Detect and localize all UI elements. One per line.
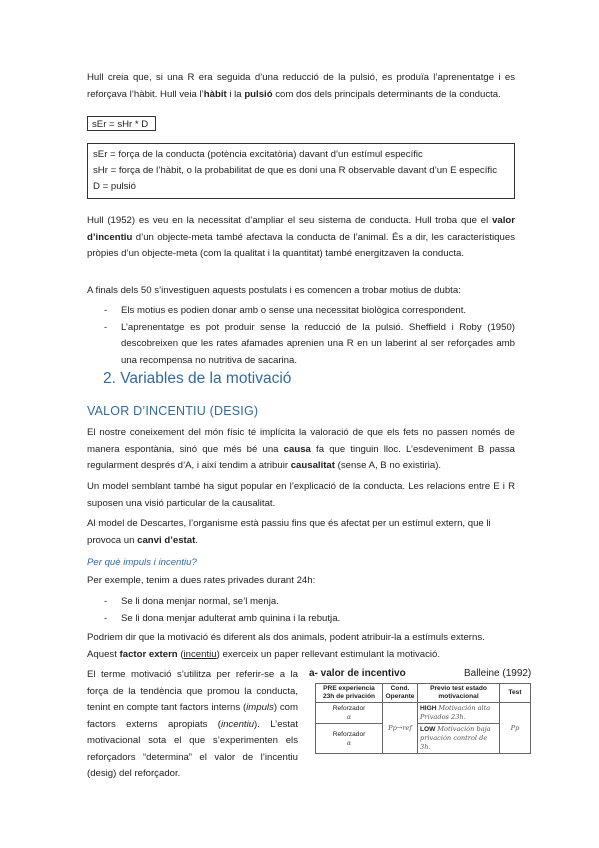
formula-box: sEr = sHr * D: [87, 116, 156, 131]
paragraph-causality: El nostre coneixement del món físic té implícita la valoració de que els fets no passen només de manera espontània, sinó que més bé una causa fa que tinguin lloc. L’esdeveniment B passa regularment després d’A, i així tendim a atribuir causalitat (sense A, B no existiria).: [87, 427, 515, 471]
definition-d: D = pulsió: [93, 181, 136, 192]
figure-source: Balleine (1992): [464, 668, 532, 679]
figure-table: [315, 683, 531, 754]
bold-term: valor d’incentiu: [87, 215, 515, 243]
paragraph-external-factor: Podriem dir que la motivació és diferent als dos animals, podent atribuir-la a estímuls externs. Aquest factor extern (incentiu) exerceix un paper rellevant estimulant la motivació.: [87, 632, 485, 660]
text: i la: [226, 88, 245, 100]
table-cell: Reforzador α: [316, 724, 383, 754]
table-header: Previo test estado motivacional: [418, 684, 500, 703]
bold-term: causa: [283, 443, 311, 455]
paragraph-motivation-term: El terme motivació s’utilitza per referir-se a la força de la tendència que promou la conducta, tenint en compte tant factors interns (impuls) com factors externs apropiats (incentiu). L’estat motivacional sota el que s’experimenten els reforçadors “determina” el valor de l’incentiu (desig) del reforçador.: [87, 669, 298, 779]
definitions-box: [87, 143, 515, 199]
italic-term: impuls: [246, 702, 274, 713]
paragraph-hull-1952: [87, 213, 515, 263]
subsection-heading: VALOR D’INCENTIU (DESIG): [87, 404, 259, 418]
table-cell: Pp: [500, 703, 531, 754]
definition-ser: sEr = força de la conducta (potència excitatòria) davant d’un estímul específic: [93, 149, 423, 160]
table-cell: Pp→ref: [383, 703, 418, 754]
example-list: [87, 594, 515, 627]
doubts-list: [87, 303, 515, 369]
text: Hull creia que, si una R era seguida d’una reducció de la pulsió, es produïa l’aprenentatge i es reforçava l’hàbit. Hull veia l’: [87, 72, 515, 100]
list-item: - Se li dona menjar adulterat amb quinina i la rebutja.: [104, 612, 341, 624]
list-item: - Els motius es podien donar amb o sense una necessitat biològica correspondent.: [104, 305, 467, 316]
italic-term: incentiu: [220, 718, 255, 730]
table-cell: Reforzador α: [316, 703, 383, 724]
definition-shr: sHr = força de l’hàbit, o la probabilitat de que es doni una R observable davant d’un E específic: [93, 165, 497, 176]
list-item: - Se li dona menjar normal, se’l menja.: [104, 596, 279, 607]
section-heading: 2. Variables de la motivació: [103, 370, 292, 387]
paragraph-hull-habit: [87, 70, 515, 103]
paragraph-descartes: Al model de Descartes, l’organisme està passiu fins que és afectat per un estímul extern, que li provoca un canvi d’estat.: [87, 518, 491, 546]
paragraph-model: Un model semblant també ha sigut popular en l’explicació de la conducta. Les relacions entre E i R suposen una visió particular de la causalitat.: [87, 481, 515, 509]
italic-subheading: Per què impuls i incentiu?: [87, 557, 197, 568]
paragraph-example: Per exemple, tenim a dues rates privades durant 24h:: [87, 575, 316, 586]
bold-term: canvi d’estat: [137, 534, 196, 546]
bold-term: hàbit: [203, 88, 227, 100]
table-header: PRE experiencia 23h de privación: [316, 684, 383, 703]
paragraph-doubts: A finals dels 50 s’investiguen aquests postulats i es comencen a trobar motius de dubta:: [87, 285, 461, 296]
bold-term: factor extern: [119, 648, 178, 660]
text: com dos dels principals determinants de la conducta.: [272, 88, 501, 100]
table-header: Test: [500, 684, 531, 703]
list-item: - L’aprenentatge es pot produir sense la reducció de la pulsió. Sheffield i Roby (1950) descobreixen que les rates afamades aprenien una R en un laberint al ser reforçades amb una recompensa no nutritiva de sacarina.: [104, 321, 515, 366]
table-cell: LOW Motivación baja privación control de 3h.: [418, 724, 500, 754]
bold-term: pulsió: [244, 88, 273, 100]
table-header: Cond. Operante: [383, 684, 418, 703]
text: Hull (1952) es veu en la necessitat d’ampliar el seu sistema de conducta. Hull troba que el: [87, 215, 493, 226]
table-cell: HIGH Motivación alta Privados 23h.: [418, 703, 500, 724]
figure-title: a- valor de incentivo: [309, 668, 406, 679]
bold-term: causalitat: [290, 460, 335, 471]
underlined-term: incentiu: [183, 648, 217, 660]
text: d’un objecte-meta també afectava la conducta de l’animal. És a dir, les característiques pròpies d’un objecte-meta (com la qualitat i la quantitat) també energitzaven la conducta.: [87, 231, 515, 259]
